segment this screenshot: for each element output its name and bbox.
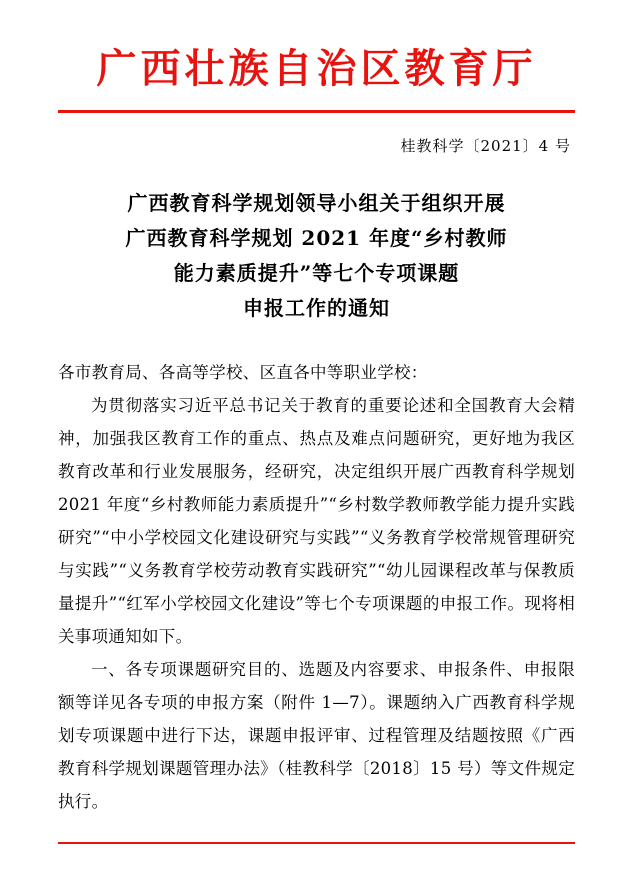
document-header [58,0,575,92]
document-body [58,356,575,818]
body-paragraph-2: 一、各专项课题研究目的、选题及内容要求、申报条件、申报限额等详见各专项的申报方案（附件 1—7）。课题纳入广西教育科学规划专项课题中进行下达，课题申报评审、过程管理及结题按照《广西教育科学规划课题管理办法》（桂教科学〔2018〕15 号）等文件规定执行。 [58,660,575,811]
body-paragraph-1: 为贯彻落实习近平总书记关于教育的重要论述和全国教育大会精神，加强我区教育工作的重点、热点及难点问题研究，更好地为我区教育改革和行业发展服务，经研究，决定组织开展广西教育科学规划 2021 年度“乡村教师能力素质提升”“乡村数学教师教学能力提升实践研究”“中小学校园文化建设研究与实践”“义务教育学校常规管理研究与实践”“义务教育学校劳动教育实践研究”“幼儿园课程改革与保教质量提升”“红军小学校园文化建设”等七个专项课题的申报工作。现将相关事项通知如下。 [58,396,575,646]
document-number: 桂教科学〔2021〕4 号 [400,137,571,155]
header-divider [58,110,575,113]
document-title-line-2: 广西教育科学规划 2021 年度“乡村教师 [125,226,508,250]
document-title-line-1: 广西教育科学规划领导小组关于组织开展 [127,191,506,215]
issuing-authority-title: 广西壮族自治区教育厅 [96,45,537,92]
document-title-line-3: 能力素质提升”等七个专项课题 [173,261,460,285]
footer-divider [58,842,575,844]
document-title [58,186,575,326]
recipient-line: 各市教育局、各高等学校、区直各中等职业学校： [58,363,428,382]
document-title-line-4: 申报工作的通知 [243,296,390,320]
